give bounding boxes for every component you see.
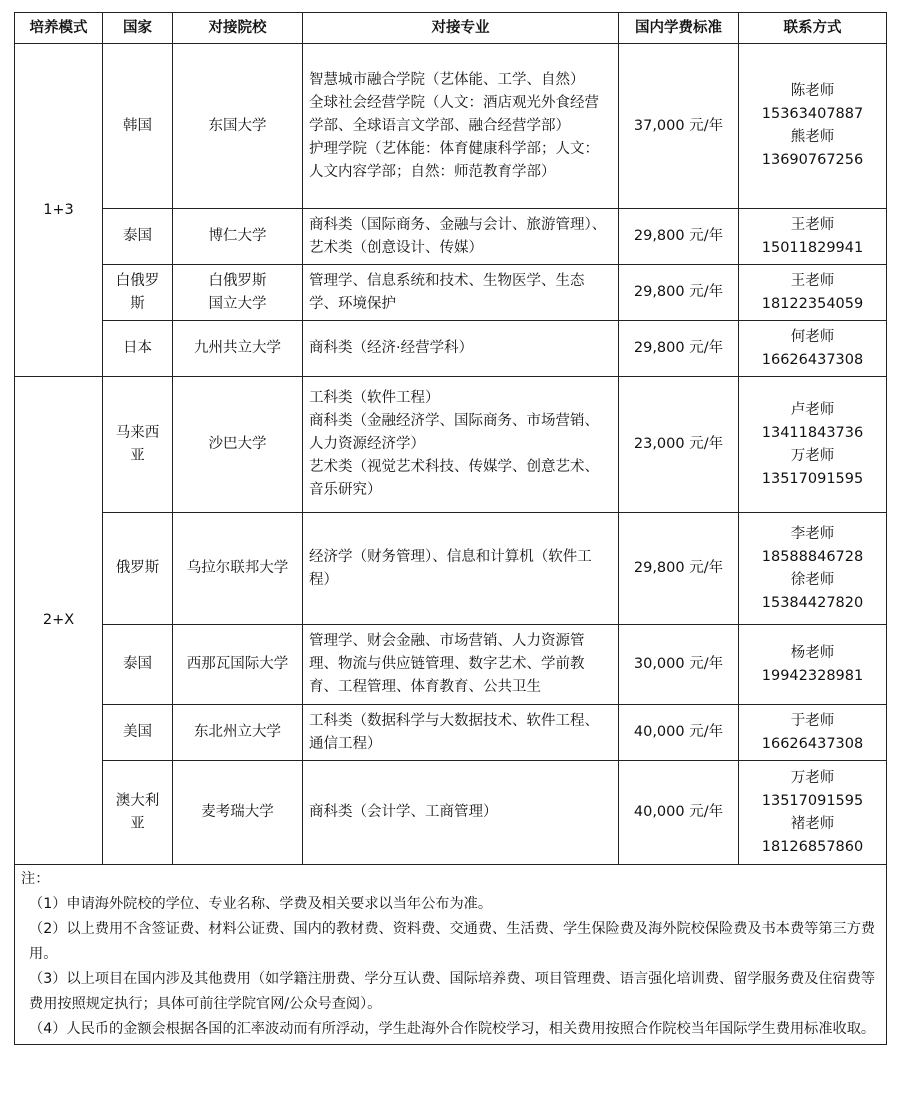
cell-school	[173, 265, 303, 321]
cell-contact	[739, 209, 887, 265]
cell-major	[303, 761, 619, 865]
school-name-line: 白俄罗斯	[208, 272, 267, 289]
major-entry: 商科类（国际商务、金融与会计、旅游管理）、艺术类（创意设计、传媒）	[309, 216, 607, 256]
cell-major	[303, 209, 619, 265]
cell-country: 马来西亚	[103, 377, 173, 513]
cell-fee: 29,800 元/年	[619, 265, 739, 321]
contact-name: 王老师	[790, 216, 835, 233]
cell-fee: 29,800 元/年	[619, 513, 739, 625]
major-entry: 艺术类（视觉艺术科技、传媒学、创意艺术、音乐研究）	[309, 459, 599, 498]
note-item-4: （4）人民币的金额会根据各国的汇率波动而有所浮动，学生赴海外合作院校学习，相关费用按照合作院校当年国际学生费用标准收取。	[29, 1021, 876, 1037]
header-school: 对接院校	[173, 13, 303, 44]
major-entry: 管理学、信息系统和技术、生物医学、生态学、环境保护	[309, 272, 585, 312]
notes-row	[15, 865, 887, 1045]
cell-fee: 37,000 元/年	[619, 44, 739, 209]
cell-contact	[739, 513, 887, 625]
contact-name: 万老师	[790, 769, 835, 786]
program-table	[14, 12, 887, 1045]
contact-name: 于老师	[790, 712, 835, 729]
table-row	[15, 209, 887, 265]
cell-major	[303, 321, 619, 377]
contact-name: 熊老师	[790, 129, 835, 145]
school-name-line: 国立大学	[208, 295, 267, 312]
major-entry: 管理学、财会金融、市场营销、人力资源管理、物流与供应链管理、数字艺术、学前教育、工程管理、体育教育、公共卫生	[309, 633, 585, 695]
contact-phone: 15384427820	[761, 594, 864, 611]
contact-phone: 13517091595	[761, 792, 864, 809]
cell-school	[173, 625, 303, 705]
contact-name: 万老师	[790, 447, 835, 464]
contact-phone: 19942328981	[761, 667, 864, 684]
cell-school	[173, 761, 303, 865]
cell-major	[303, 44, 619, 209]
table-row	[15, 705, 887, 761]
contact-phone: 18122354059	[761, 295, 864, 312]
major-entry: 全球社会经营学院（人文：酒店观光外食经营学部、全球语言文学部、融合经营学部）	[309, 94, 599, 134]
contact-name: 杨老师	[790, 644, 835, 661]
major-entry: 经济学（财务管理）、信息和计算机（软件工程）	[309, 548, 592, 588]
cell-fee: 30,000 元/年	[619, 625, 739, 705]
header-row	[15, 13, 887, 44]
cell-contact	[739, 44, 887, 209]
contact-phone: 15363407887	[761, 106, 864, 122]
school-name-line: 西那瓦国际大学	[186, 656, 289, 672]
cell-fee: 40,000 元/年	[619, 761, 739, 865]
cell-contact	[739, 377, 887, 513]
header-major: 对接专业	[303, 13, 619, 44]
contact-phone: 13517091595	[761, 470, 864, 487]
cell-major	[303, 513, 619, 625]
cell-fee: 29,800 元/年	[619, 209, 739, 265]
cell-major	[303, 265, 619, 321]
cell-mode: 2+X	[15, 377, 103, 865]
contact-name: 褚老师	[790, 815, 835, 832]
contact-phone: 15011829941	[761, 239, 864, 256]
major-entry: 商科类（会计学、工商管理）	[309, 804, 498, 820]
cell-country: 泰国	[103, 625, 173, 705]
cell-mode: 1+3	[15, 44, 103, 377]
cell-school	[173, 321, 303, 377]
cell-contact	[739, 761, 887, 865]
cell-country: 日本	[103, 321, 173, 377]
notes-cell	[15, 865, 887, 1045]
cell-major	[303, 625, 619, 705]
cell-major	[303, 377, 619, 513]
contact-name: 陈老师	[790, 83, 835, 99]
contact-name: 何老师	[790, 328, 835, 345]
header-contact: 联系方式	[739, 13, 887, 44]
table-row	[15, 513, 887, 625]
contact-name: 王老师	[790, 272, 835, 289]
cell-school	[173, 377, 303, 513]
note-item-3: （3）以上项目在国内涉及其他费用（如学籍注册费、学分互认费、国际培养费、项目管理费、语言强化培训费、留学服务费及住宿费等费用按照规定执行；具体可前往学院官网/公众号查阅）。	[29, 971, 876, 1012]
table-row	[15, 44, 887, 209]
school-name-line: 九州共立大学	[194, 340, 281, 356]
cell-country: 韩国	[103, 44, 173, 209]
cell-fee: 23,000 元/年	[619, 377, 739, 513]
contact-name: 李老师	[790, 525, 835, 542]
table-row	[15, 377, 887, 513]
cell-contact	[739, 705, 887, 761]
cell-country: 白俄罗斯	[103, 265, 173, 321]
table-row	[15, 761, 887, 865]
cell-school	[173, 705, 303, 761]
header-mode: 培养模式	[15, 13, 103, 44]
cell-contact	[739, 625, 887, 705]
cell-country: 俄罗斯	[103, 513, 173, 625]
school-name-line: 博仁大学	[208, 228, 267, 244]
cell-country: 澳大利亚	[103, 761, 173, 865]
school-name-line: 沙巴大学	[208, 436, 267, 452]
contact-name: 卢老师	[790, 401, 835, 418]
contact-phone: 13690767256	[761, 152, 864, 168]
contact-phone: 13411843736	[761, 424, 864, 441]
table-body	[15, 44, 887, 865]
cell-contact	[739, 321, 887, 377]
major-entry: 护理学院（艺体能：体育健康科学部；人文：人文内容学部；自然：师范教育学部）	[309, 140, 599, 180]
school-name-line: 麦考瑞大学	[201, 804, 274, 820]
contact-phone: 18588846728	[761, 548, 864, 565]
contact-name: 徐老师	[790, 571, 835, 588]
school-name-line: 东国大学	[208, 117, 267, 134]
cell-fee: 40,000 元/年	[619, 705, 739, 761]
major-entry: 工科类（数据科学与大数据技术、软件工程、通信工程）	[309, 712, 599, 752]
cell-country: 泰国	[103, 209, 173, 265]
major-entry: 智慧城市融合学院（艺体能、工学、自然）	[309, 71, 585, 88]
cell-contact	[739, 265, 887, 321]
cell-fee: 29,800 元/年	[619, 321, 739, 377]
major-entry: 工科类（软件工程）	[309, 390, 440, 406]
table-row	[15, 321, 887, 377]
school-name-line: 乌拉尔联邦大学	[186, 560, 289, 576]
notes-title: 注：	[21, 871, 50, 887]
contact-phone: 18126857860	[761, 838, 864, 855]
cell-school	[173, 513, 303, 625]
note-item-2: （2）以上费用不含签证费、材料公证费、国内的教材费、资料费、交通费、生活费、学生保险费及海外院校保险费及书本费等第三方费用。	[29, 921, 876, 962]
table-row	[15, 625, 887, 705]
school-name-line: 东北州立大学	[194, 724, 281, 740]
contact-phone: 16626437308	[761, 351, 864, 368]
table-row	[15, 265, 887, 321]
cell-school	[173, 209, 303, 265]
header-fee: 国内学费标准	[619, 13, 739, 44]
cell-major	[303, 705, 619, 761]
major-entry: 商科类（金融经济学、国际商务、市场营销、人力资源经济学）	[309, 413, 599, 452]
header-country: 国家	[103, 13, 173, 44]
note-item-1: （1）申请海外院校的学位、专业名称、学费及相关要求以当年公布为准。	[29, 896, 493, 912]
major-entry: 商科类（经济·经营学科）	[309, 340, 474, 356]
cell-school	[173, 44, 303, 209]
cell-country: 美国	[103, 705, 173, 761]
contact-phone: 16626437308	[761, 735, 864, 752]
